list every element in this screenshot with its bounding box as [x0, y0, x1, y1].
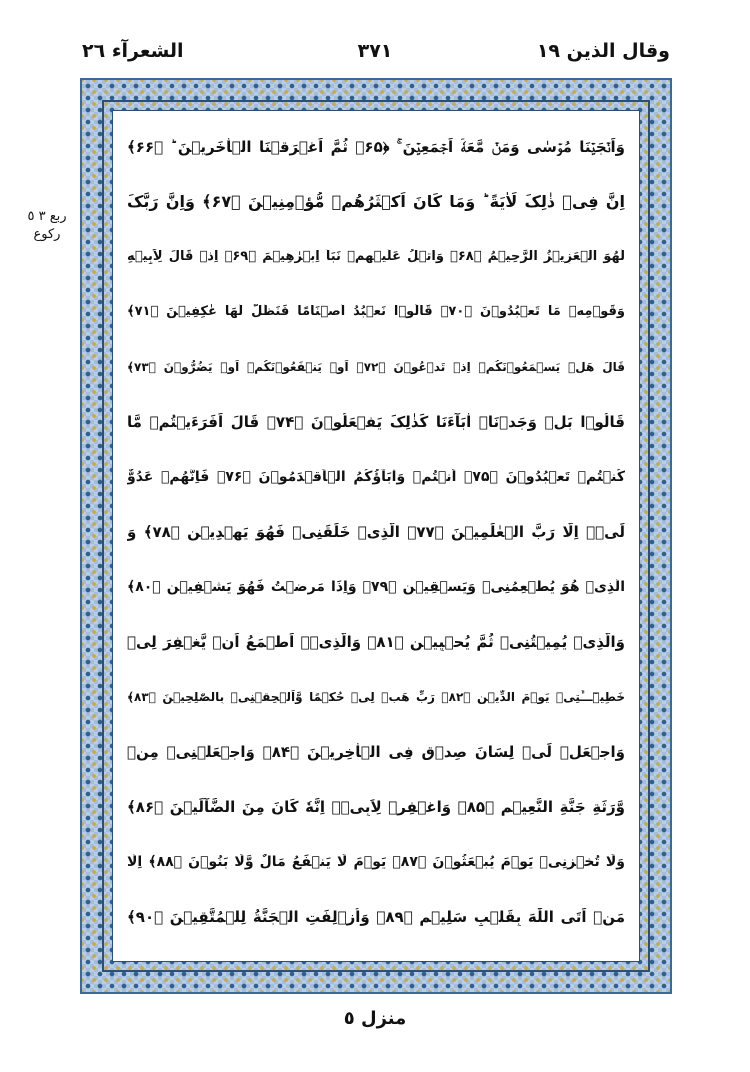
verse-text: وَقَوۡمِهٖ مَا تَعۡبُدُوۡنَ ﴿۷۰﴾ قَالُوۡا نَعۡبُدُ اَصۡنَامًا فَنَظَلُّ لَهَا عٰکِفِیۡنَ ﴿۷۱﴾ — [127, 304, 625, 319]
verse-line — [127, 174, 625, 229]
surah-name-title: الشعرآء ٢٦ — [82, 40, 184, 62]
verse-line — [127, 504, 625, 559]
verse-text: وَالَّذِیۡ یُمِیۡتُنِیۡ ثُمَّ یُحۡیِیۡنِ ﴿۸۱﴾ وَالَّذِیۡۤ اَطۡمَعُ اَنۡ یَّغۡفِرَ لِیۡ — [127, 632, 625, 651]
verse-text: وَاَنۡجَیۡنَا مُوۡسٰی وَمَنۡ مَّعَهٗۤ اَجۡمَعِیۡنَ ۚ ﴿۶۵﴾ ثُمَّ اَغۡرَقۡنَا الۡاٰخَرِیۡنَ ؕ ﴿۶۶﴾ — [127, 137, 625, 156]
verse-line — [127, 339, 625, 394]
verse-text: الَّذِیۡ هُوَ یُطۡعِمُنِیۡ وَیَسۡقِیۡنِ ﴿۷۹﴾ وَاِذَا مَرِضۡتُ فَهُوَ یَشۡفِیۡنِ ﴿۸۰﴾ — [127, 578, 625, 595]
verse-line — [127, 449, 625, 504]
verse-text: وَّرَثَةِ جَنَّةِ النَّعِیۡمِ ﴿۸۵﴾ وَاغۡفِرۡ لِاَبِیۡۤ اِنَّهٗ کَانَ مِنَ الضَّآلِّیۡنَ ﴿۸۶﴾ — [127, 797, 625, 816]
verse-text: اِنَّ فِیۡ ذٰلِکَ لَاٰیَةً ؕ وَمَا کَانَ اَکۡثَرُهُمۡ مُّؤۡمِنِیۡنَ ﴿۶۷﴾ وَاِنَّ رَبَّکَ — [127, 192, 625, 211]
verse-line — [127, 669, 625, 724]
ruku-margin-note: ربع ٣ ٥ ركوع — [27, 209, 67, 242]
verse-line — [127, 119, 625, 174]
verse-text: کُنۡتُمۡ تَعۡبُدُوۡنَ ﴿۷۵﴾ اَنۡتُمۡ وَاٰبَآؤُکُمُ الۡاَقۡدَمُوۡنَ ﴿۷۶﴾ فَاِنَّهُمۡ عَدُوٌّ — [127, 468, 625, 485]
verse-text: مَنۡ اَتَی اللّٰهَ بِقَلۡبٍ سَلِیۡمٍ ﴿۸۹﴾ وَاُزۡلِفَتِ الۡجَنَّةُ لِلۡمُتَّقِیۡنَ ﴿۹۰﴾ — [127, 907, 625, 926]
surah-juz-title: وقال الذين ١٩ — [536, 40, 670, 62]
verse-line — [127, 559, 625, 614]
manzil-footer: منزل ٥ — [343, 1008, 407, 1029]
verse-line — [127, 834, 625, 889]
verse-text: وَاجۡعَلۡ لِّیۡ لِسَانَ صِدۡقٍ فِی الۡاٰخِرِیۡنَ ﴿۸۴﴾ وَاجۡعَلۡنِیۡ مِنۡ — [127, 742, 625, 761]
verse-line — [127, 394, 625, 449]
verse-line — [127, 614, 625, 669]
verse-text: لَهُوَ الۡعَزِیۡزُ الرَّحِیۡمُ ﴿۶۸﴾ وَاتۡلُ عَلَیۡهِمۡ نَبَاَ اِبۡرٰهِیۡمَ ﴿۶۹﴾ اِذۡ قَالَ لِاَبِیۡهِ — [127, 249, 625, 264]
page-number: ٣٧١ — [357, 40, 393, 62]
verse-line — [127, 779, 625, 834]
verse-text: خَطِیۡٓـــَٔتِیۡ یَوۡمَ الدِّیۡنِ ﴿۸۲﴾ رَبِّ هَبۡ لِیۡ حُکۡمًا وَّاَلۡحِقۡنِیۡ بِالصّٰلِحِیۡنَ ﴿۸۳﴾ — [127, 689, 625, 704]
ornamental-page-frame — [80, 78, 672, 994]
verse-line — [127, 284, 625, 339]
verse-line — [127, 724, 625, 779]
verse-text: قَالُوۡا بَلۡ وَجَدۡنَاۤ اٰبَآءَنَا کَذٰلِکَ یَفۡعَلُوۡنَ ﴿۷۴﴾ قَالَ اَفَرَءَیۡتُمۡ مَّا — [127, 412, 625, 431]
verse-line — [127, 229, 625, 284]
verse-text: وَلَا تُخۡزِنِیۡ یَوۡمَ یُبۡعَثُوۡنَ ﴿۸۷﴾ یَوۡمَ لَا یَنۡفَعُ مَالٌ وَّلَا بَنُوۡنَ ﴿۸۸﴾ اِلَّا — [127, 853, 625, 870]
verse-text: قَالَ هَلۡ یَسۡمَعُوۡنَکُمۡ اِذۡ تَدۡعُوۡنَ ﴿۷۲﴾ اَوۡ یَنۡفَعُوۡنَکُمۡ اَوۡ یَضُرُّوۡنَ ﴿۷۳﴾ — [127, 359, 625, 374]
text-panel — [112, 110, 640, 962]
verse-text: لِّیۡۤ اِلَّا رَبَّ الۡعٰلَمِیۡنَ ﴿۷۷﴾ الَّذِیۡ خَلَقَنِیۡ فَهُوَ یَهۡدِیۡنِ ﴿۷۸﴾ وَ — [127, 522, 625, 541]
verse-line — [127, 889, 625, 944]
